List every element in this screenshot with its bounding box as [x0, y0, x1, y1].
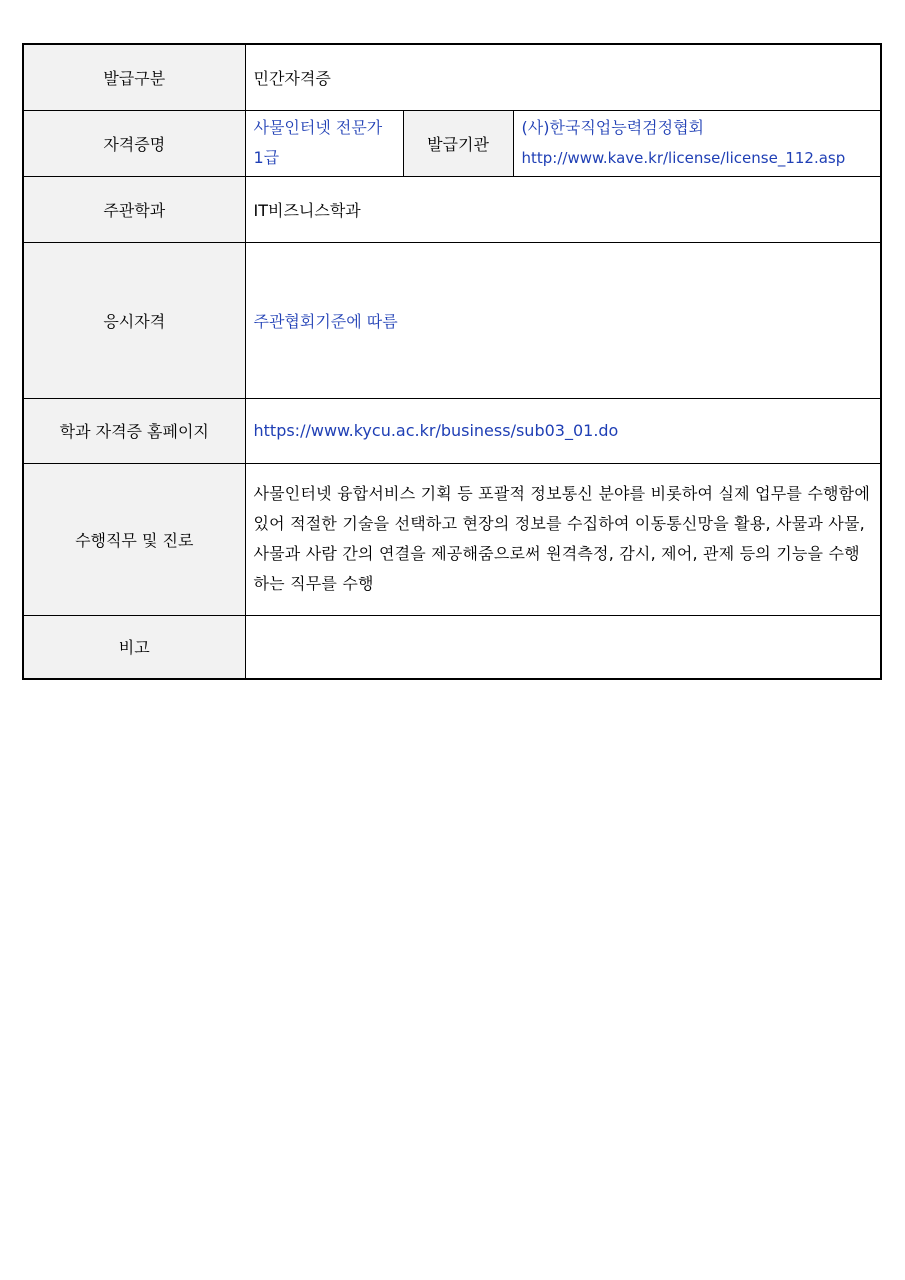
- row-eligibility: [23, 242, 881, 398]
- issuer-label: 발급기관: [403, 110, 513, 176]
- row-remarks: [23, 615, 881, 679]
- issuer-cell: [513, 110, 881, 176]
- duties-label: 수행직무 및 진로: [23, 463, 245, 615]
- cert-name-value: 사물인터넷 전문가 1급: [245, 110, 403, 176]
- row-cert-name: [23, 110, 881, 176]
- certificate-info-table: [22, 43, 882, 680]
- row-issue-type: [23, 44, 881, 110]
- eligibility-label: 응시자격: [23, 242, 245, 398]
- homepage-link[interactable]: https://www.kycu.ac.kr/business/sub03_01.do: [245, 398, 881, 463]
- row-department: [23, 176, 881, 242]
- remarks-label: 비고: [23, 615, 245, 679]
- department-value: IT비즈니스학과: [245, 176, 881, 242]
- duties-value: 사물인터넷 융합서비스 기획 등 포괄적 정보통신 분야를 비롯하여 실제 업무를 수행함에 있어 적절한 기술을 선택하고 현장의 정보를 수집하여 이동통신망을 활용, 사물과 사물, 사물과 사람 간의 연결을 제공해줌으로써 원격측정, 감시, 제어, 관제 등의 기능을 수행하는 직무를 수행: [245, 463, 881, 615]
- issue-type-label: 발급구분: [23, 44, 245, 110]
- row-homepage: [23, 398, 881, 463]
- cert-name-label: 자격증명: [23, 110, 245, 176]
- homepage-label: 학과 자격증 홈페이지: [23, 398, 245, 463]
- issuer-url-link[interactable]: http://www.kave.kr/license/license_112.asp: [521, 149, 846, 167]
- issuer-name: (사)한국직업능력검정협회: [521, 118, 705, 137]
- remarks-value: [245, 615, 881, 679]
- issue-type-value: 민간자격증: [245, 44, 881, 110]
- department-label: 주관학과: [23, 176, 245, 242]
- eligibility-value: 주관협회기준에 따름: [245, 242, 881, 398]
- row-duties: [23, 463, 881, 615]
